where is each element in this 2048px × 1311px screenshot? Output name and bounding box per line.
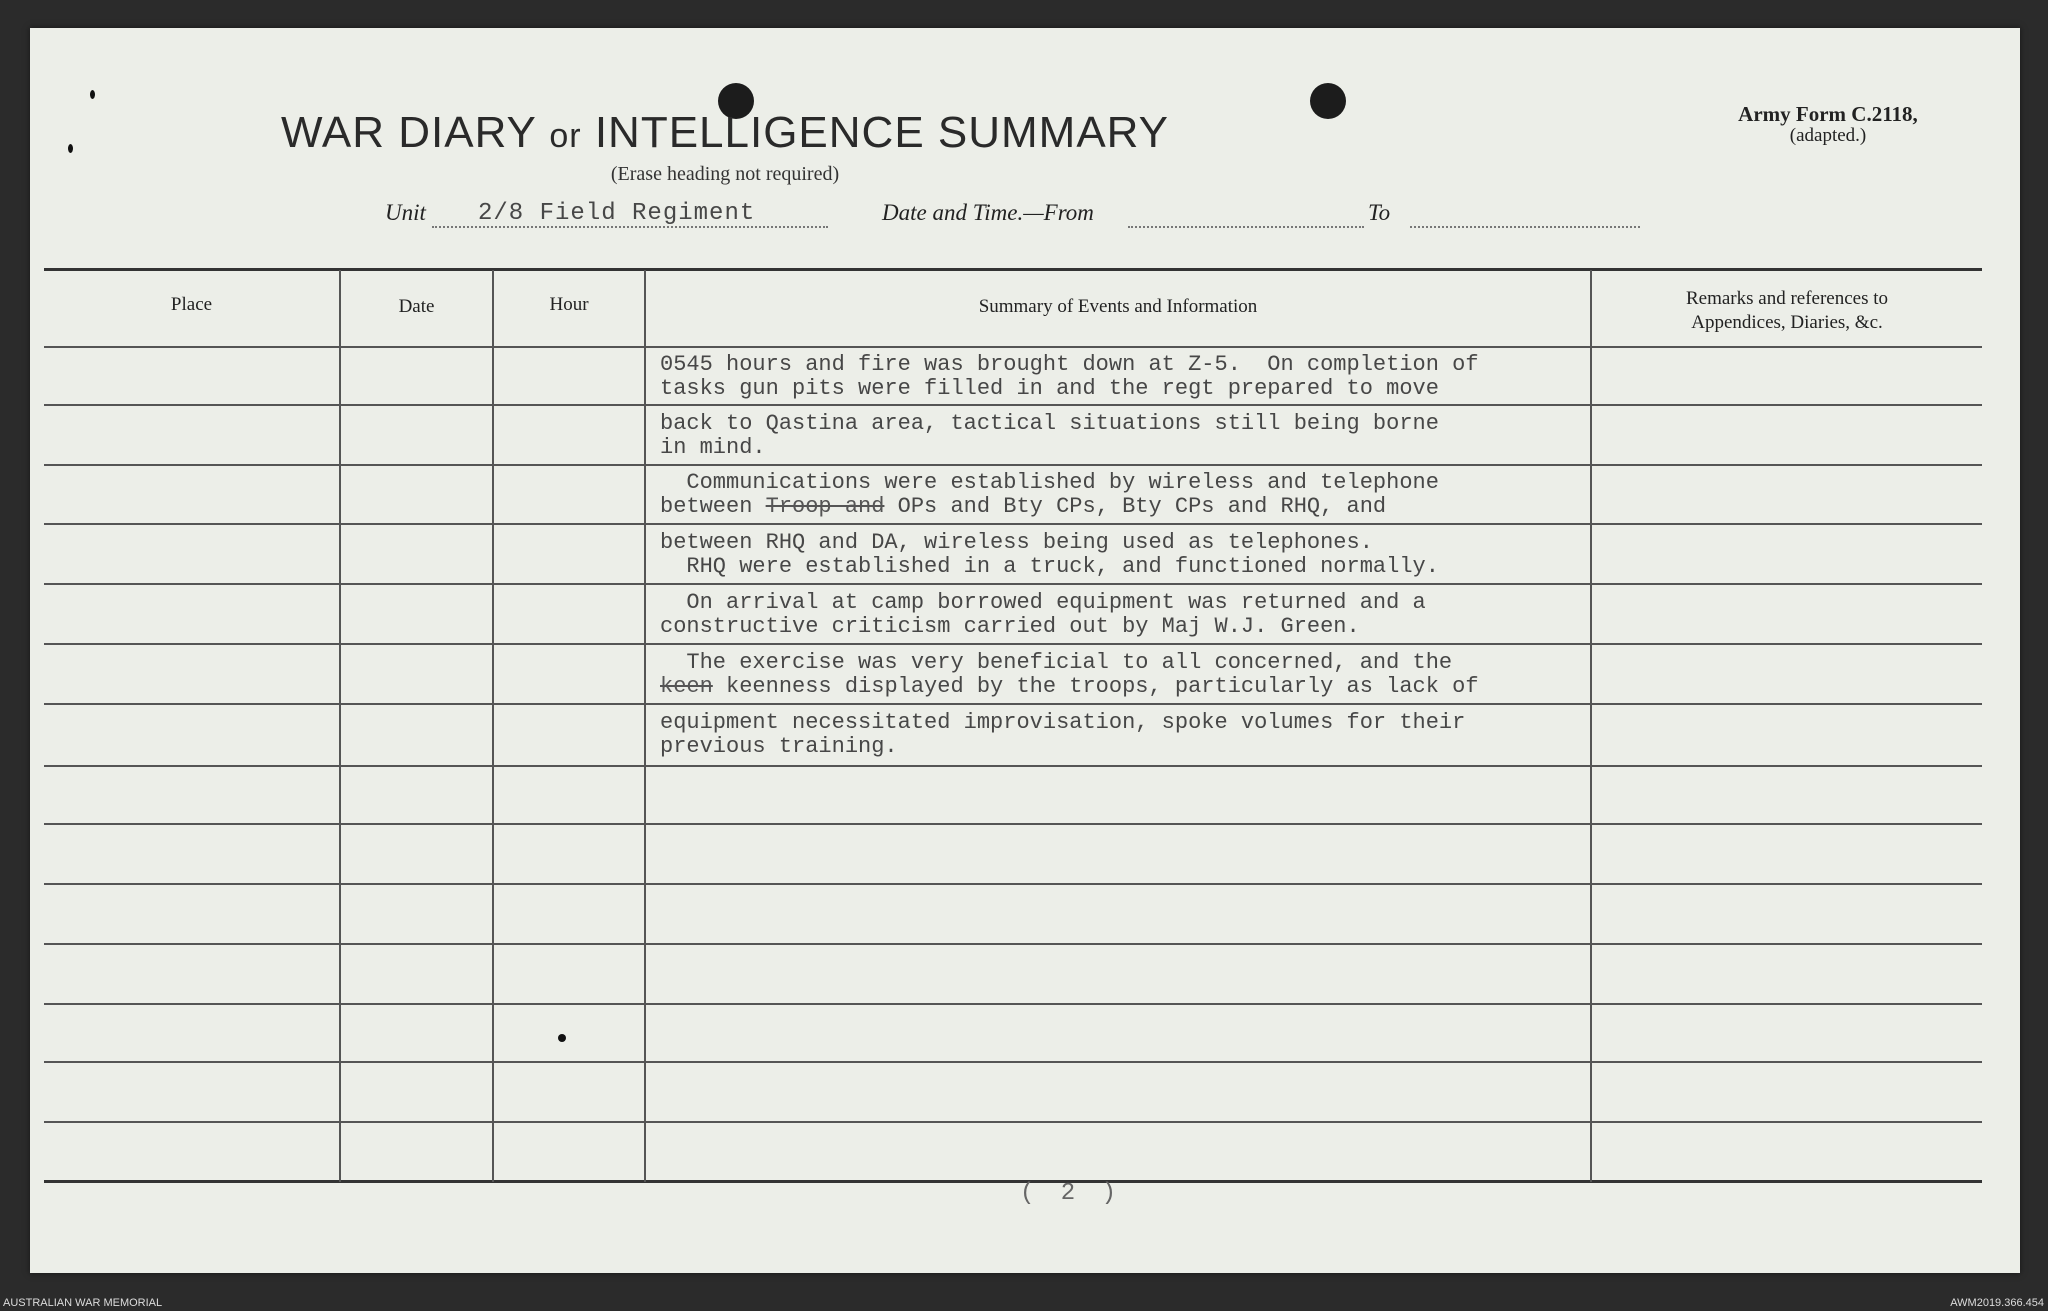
entry-line: back to Qastina area, tactical situations still being borne (660, 411, 1439, 436)
date-time-from-label: Date and Time.—From (882, 200, 1094, 225)
entry-line: constructive criticism carried out by Maj W.J. Green. (660, 614, 1360, 639)
from-dotted-line (1128, 226, 1364, 228)
title-or: or (549, 117, 582, 155)
column-header-place: Place (170, 294, 213, 315)
entry-text: keenness displayed by the troops, particularly as lack of (712, 674, 1479, 699)
unit-label: Unit (385, 200, 426, 225)
title-intelligence-summary: INTELLIGENCE SUMMARY (594, 108, 1170, 157)
column-header-summary: Summary of Events and Information (978, 296, 1258, 317)
header-bottom-rule (44, 346, 1982, 348)
row-rule (44, 1003, 1982, 1005)
form-adapted-label: (adapted.) (1789, 125, 1867, 146)
form-number-label: Army Form C.2118, (1738, 102, 1918, 126)
to-label: To (1368, 200, 1391, 225)
table-top-rule (44, 268, 1982, 271)
erase-note: (Erase heading not required) (610, 163, 840, 185)
unit-value: 2/8 Field Regiment (478, 200, 756, 227)
column-rule-date (492, 270, 494, 1182)
entry-line: equipment necessitated improvisation, spoke volumes for their (660, 710, 1466, 735)
row-rule (44, 643, 1982, 645)
entry-line: Communications were established by wireless and telephone (660, 470, 1439, 495)
form-number (1728, 102, 1928, 147)
entry-line: tasks gun pits were filled in and the regt prepared to move (660, 376, 1439, 401)
row-rule (44, 765, 1982, 767)
page-title (0, 108, 1450, 158)
table-bottom-rule (44, 1180, 1982, 1183)
column-rule-summary (1590, 270, 1592, 1182)
entry-text: OPs and Bty CPs, Bty CPs and RHQ, and (884, 494, 1387, 519)
column-rule-hour (644, 270, 646, 1182)
entry-line: The exercise was very beneficial to all concerned, and the (660, 650, 1453, 675)
title-war-diary: WAR DIARY (280, 108, 537, 157)
struck-text: Troop and (765, 494, 885, 519)
row-rule (44, 823, 1982, 825)
entry-line: between RHQ and DA, wireless being used as telephones. (660, 530, 1373, 555)
row-rule (44, 464, 1982, 466)
row-rule (44, 1121, 1982, 1123)
column-header-hour: Hour (549, 294, 589, 315)
column-header-remarks (1592, 287, 1982, 335)
row-rule (44, 404, 1982, 406)
entry-line-struck (660, 675, 1479, 699)
row-rule (44, 523, 1982, 525)
row-rule (44, 1061, 1982, 1063)
entry-line: previous training. (660, 734, 898, 759)
column-header-date: Date (398, 296, 435, 317)
column-rule-place (339, 270, 341, 1182)
footer-institution: AUSTRALIAN WAR MEMORIAL (3, 1297, 163, 1309)
entry-line: RHQ were established in a truck, and functioned normally. (660, 554, 1439, 579)
ink-mark (90, 90, 95, 99)
entry-line: On arrival at camp borrowed equipment was returned and a (660, 590, 1426, 615)
to-dotted-line (1410, 226, 1640, 228)
remarks-header-line-1: Remarks and references to (1685, 288, 1889, 309)
struck-text: keen (660, 674, 713, 699)
footer-accession: AWM2019.366.454 (1950, 1297, 2044, 1309)
ink-dot (558, 1034, 566, 1042)
row-rule (44, 883, 1982, 885)
row-rule (44, 583, 1982, 585)
entry-line-struck (660, 495, 1386, 519)
entry-line: in mind. (660, 435, 766, 460)
row-rule (44, 703, 1982, 705)
entry-text: between (660, 494, 766, 519)
page-number: ( 2 ) (1020, 1180, 1123, 1207)
row-rule (44, 943, 1982, 945)
remarks-header-line-2: Appendices, Diaries, &c. (1691, 312, 1883, 333)
entry-line: 0545 hours and fire was brought down at Z-5. On completion of (660, 352, 1479, 377)
